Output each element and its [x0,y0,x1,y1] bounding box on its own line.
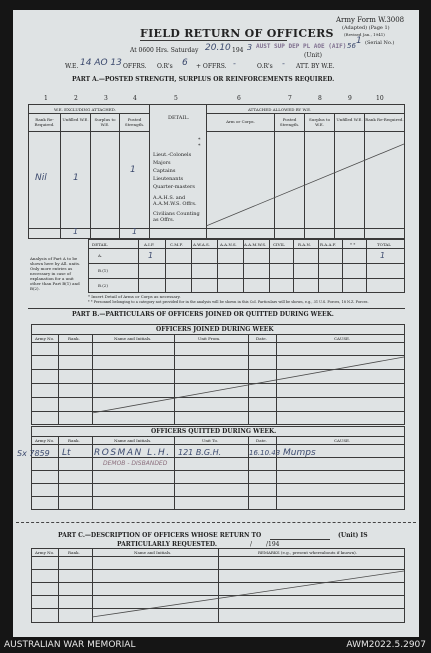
part-c-heading-2: PARTICULARLY REQUESTED. [117,541,217,548]
arm-header: A.W.A.S. [193,242,210,247]
col-header: Unit From. [198,336,221,341]
col-header: Surplus to W.E. [309,117,330,127]
total-value: 1 [380,251,386,260]
rank-label: Lieutenants [153,176,184,182]
col-number: 6 [237,95,241,102]
col-header: Name and Initials. [114,336,152,341]
arm-row-label: B.(1) [98,268,108,273]
col-number: 2 [74,95,78,102]
ors-value: 6 [182,58,188,68]
col-header: Date. [256,438,267,443]
col-header: Posted Strength. [279,117,300,127]
quitted-army-no: Sx 7859 [17,449,50,458]
offrs-label: OFFRS. [123,63,147,70]
we-value: 14 AO 13 [80,58,122,68]
ors2-label: O.R's [257,63,273,70]
col-header: REMARKS (e.g., present whereabouts if known). [258,550,357,555]
footer-right: AWM2022.5.2907 [346,640,426,650]
offrs2-value: - [233,59,236,68]
arm-header: R.A.A.F. [320,242,337,247]
part-c-unit-is: (Unit) IS [338,532,368,539]
col-header: Army No. [35,550,55,555]
army-form-number: Army Form W.3008 [336,16,405,24]
attached-allowed-header: ATTACHED ALLOWED BY W.E. [248,107,312,112]
col-header: Unfilled W.E. [62,117,89,122]
col-number: 9 [348,95,352,102]
unfilled-total: 1 [73,227,79,236]
rank-label: Quarter-masters [153,184,195,190]
serial-no-value: 1 [356,36,362,46]
we-excl-header: W.E. EXCLUDING ATTACHED. [54,107,117,112]
unit-extra-value: 56 [347,42,356,50]
col-header: Rank. [68,336,80,341]
col-number: 3 [104,95,108,102]
col-header: Army No. [35,438,55,443]
cut-line [16,522,416,523]
arm-header: A.A.N.S. [220,242,237,247]
date-slash: / [250,541,253,548]
arm-header: DETAIL [92,242,108,247]
adapted-note: (Adapted) (Page 1) [342,25,390,31]
col-number: 10 [376,95,384,102]
we-label: W.E. [65,63,79,70]
posted-total: 1 [132,227,138,236]
note-2: * * Personnel belonging to a category not provided for in the analysis will be shown in this Col. Particulars will be shown, e.g., 31 U.S. Forces, 18 N.Z. Forces. [88,300,369,304]
form-title: FIELD RETURN OF OFFICERS [140,27,334,40]
unit-label: (Unit) [304,52,322,59]
year-label: 194 [232,47,244,54]
strike-line [206,140,404,228]
strike-line [92,569,404,619]
rank-label: Captains [153,168,176,174]
detail-header: DETAIL. [168,115,190,121]
quitted-unit: 121 B.G.H. [178,448,222,457]
arm-header: CIVIL [273,242,285,247]
part-c-heading: PART C.—DESCRIPTION OF OFFICERS WHOSE RETURN TO [58,532,262,539]
col-number: 5 [174,95,178,102]
ors2-value: - [282,59,285,68]
arm-header: C.M.F. [170,242,183,247]
arm-header: R.A.N. [298,242,311,247]
col-header: CAUSE. [334,336,351,341]
note-1: * Insert Detail of Arms or Corps as necessary. [88,294,181,299]
col-header: Rank Re-Required. [34,117,55,127]
analysis-note: Analysis of Part A to be shown here by All. units. Only more entries as necessary in case of explanation for a unit other than Part B(1) and B(2). [30,256,81,291]
at-hours-label: At 0600 Hrs. Saturday [130,47,199,54]
year-value: 3 [247,43,253,52]
quitted-name: ROSMAN L.H. [94,448,171,458]
col-header: Rank. [68,550,80,555]
serial-no-label: (Serial No.) [365,40,395,46]
footer-left: AUSTRALIAN WAR MEMORIAL [4,640,136,650]
att-label: ATT. BY W.E. [296,63,335,70]
joined-heading: OFFICERS JOINED DURING WEEK [156,326,274,333]
arm-header: A.A.M.W.S. [244,242,267,247]
quitted-cause: Mumps [283,448,316,458]
divider [28,308,405,309]
col-header: Arm or Corps. [226,119,255,124]
col-number: 4 [133,95,137,102]
strike-line [92,355,404,415]
col-number: 1 [44,95,48,102]
part-b-heading: PART B.—PARTICULARS OF OFFICERS JOINED OR QUITTED DURING WEEK. [72,311,334,318]
col-header: Rank Re-Required. [365,117,404,122]
arm-row-label: B.(2) [98,283,108,288]
ors-label: O.R's [157,63,173,70]
unit-blank [270,539,330,540]
arm-header: * * [350,242,356,247]
unit-stamp: AUST SUP DEP PL AOE (AIF) [256,43,347,50]
quitted-date: 16.10.43 [249,449,281,457]
quitted-heading: OFFICERS QUITTED DURING WEEK. [151,428,277,435]
asterisk: * [198,137,201,143]
col-header: Unit To. [202,438,219,443]
part-c-year: /194 [266,541,280,548]
at-date-value: 20.10 [205,43,231,53]
part-a-heading: PART A.—POSTED STRENGTH, SURPLUS OR REINFORCEMENTS REQUIRED. [72,76,335,83]
asterisk: * [198,143,201,149]
aif-value: 1 [148,251,154,260]
posted-entry: 1 [130,165,136,175]
rank-label: Civilians Counting as Offrs. [153,211,200,223]
col-header: Name and Initials. [114,438,152,443]
arm-row-label: A. [98,253,103,258]
rank-required-entry: Nil [35,173,47,183]
rank-label: Majors [153,160,171,166]
rank-label: Lieut.-Colonels [153,152,192,158]
arm-header: A.I.F. [144,242,155,247]
col-number: 7 [288,95,292,102]
rank-label: A.A.H.S. and A.A.M.W.S. Offrs. [153,195,197,207]
arm-header: TOTAL [377,242,391,247]
unfilled-entry: 1 [73,173,79,183]
col-header: Surplus to W.E. [94,117,116,127]
col-header: Unfilled W.E. [336,117,363,122]
col-header: Rank. [68,438,80,443]
quitted-rank: Lt [62,448,71,458]
col-header: Date. [256,336,267,341]
col-header: Army No. [35,336,55,341]
revised-note: (Revised Jan., 1941) [344,32,385,37]
col-header: Name and Initials. [134,550,172,555]
title-underline [140,40,287,41]
col-header: CAUSE. [334,438,351,443]
quitted-sub-note: DEMOB - DISBANDED [103,460,168,467]
col-number: 8 [318,95,322,102]
offrs2-label: + OFFRS. [196,63,227,70]
col-header: Posted Strength. [124,117,145,127]
